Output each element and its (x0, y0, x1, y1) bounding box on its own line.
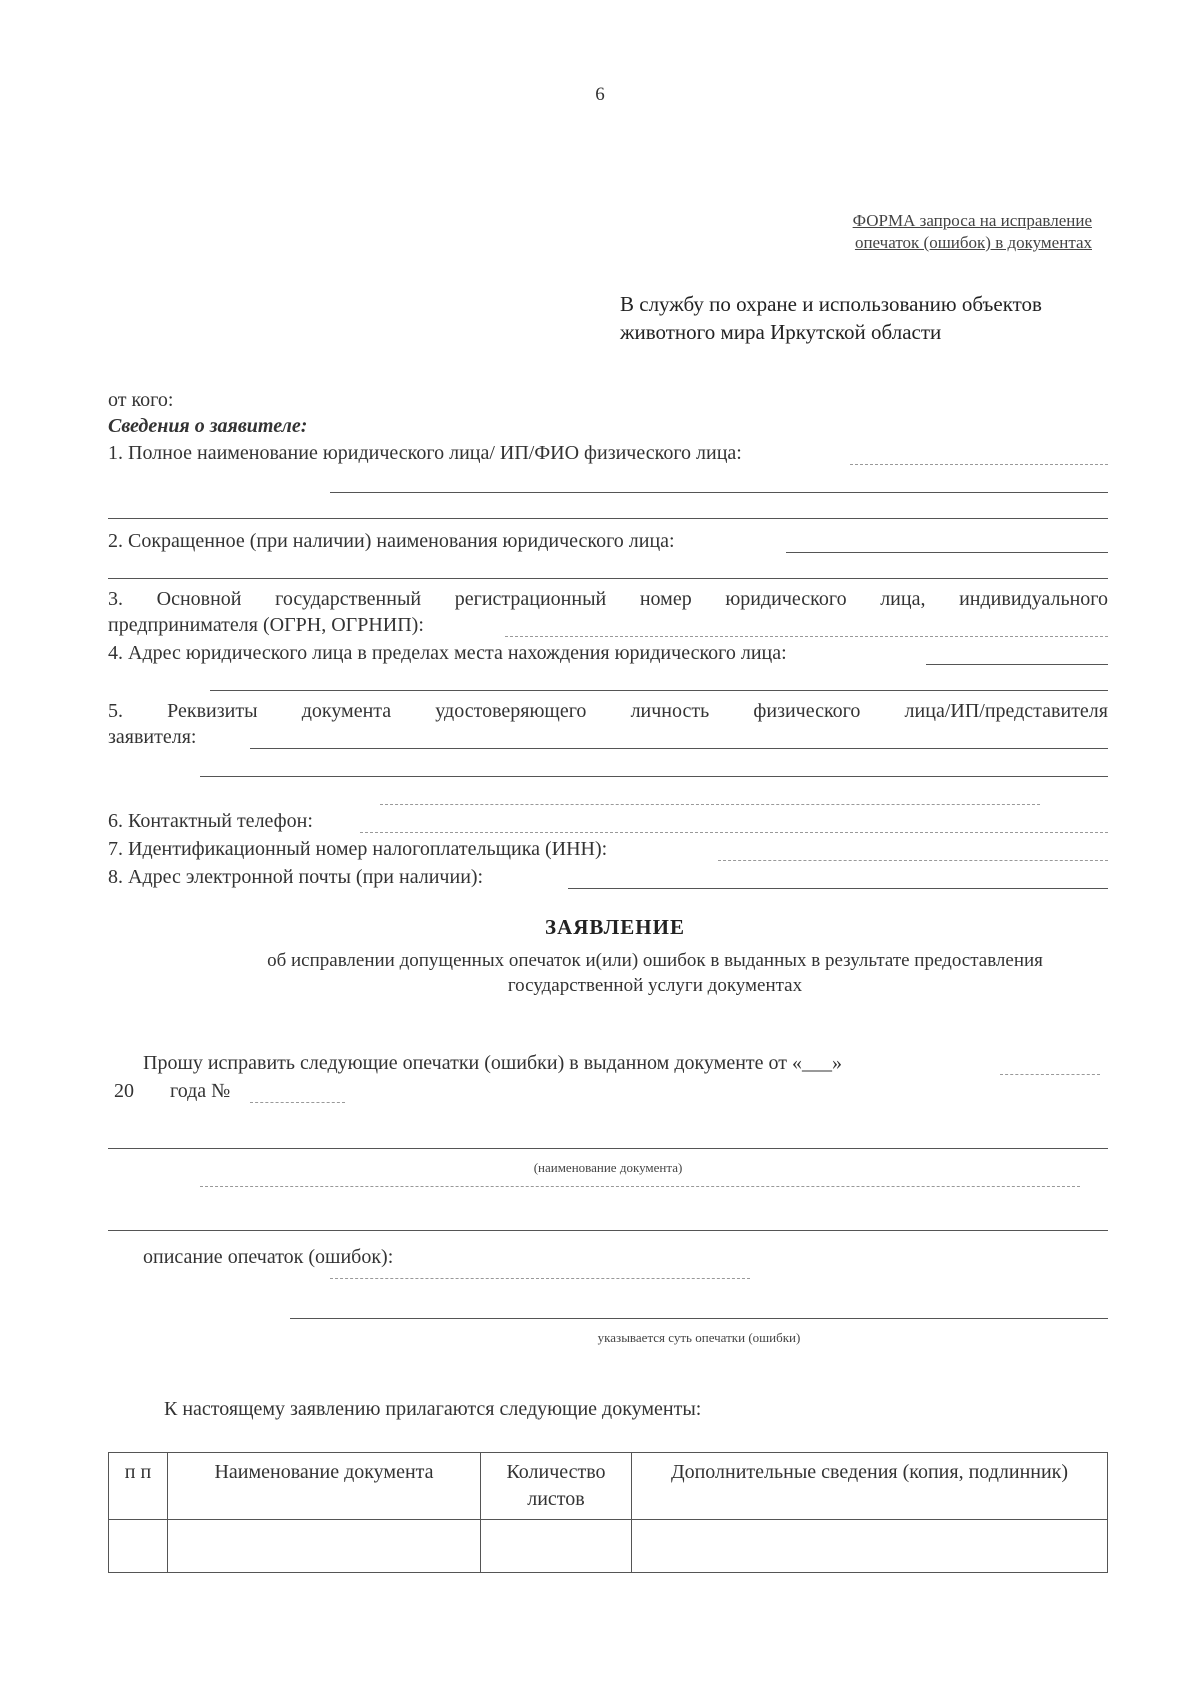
field-address-label: 4. Адрес юридического лица в пределах места нахождения юридического лица: (108, 642, 787, 664)
form-title (853, 210, 1092, 254)
table-cell[interactable] (168, 1520, 481, 1573)
field-identity-line-2[interactable] (200, 776, 1108, 777)
request-year: 20 (114, 1080, 134, 1102)
attachments-table-header (109, 1453, 1108, 1520)
document-name-line[interactable] (108, 1148, 1108, 1149)
col-number: п п (109, 1453, 168, 1520)
field-full-name-line[interactable] (850, 464, 1108, 465)
field-short-name-label: 2. Сокращенное (при наличии) наименования юридического лица: (108, 530, 675, 552)
col-sheet-count: Количество листов (481, 1453, 632, 1520)
description-line[interactable] (330, 1278, 750, 1279)
statement-subtitle-line1: об исправлении допущенных опечаток и(или) ошибок в выданных в результате предоставления (267, 950, 1043, 971)
description-line-2[interactable] (290, 1318, 1108, 1319)
description-label: описание опечаток (ошибок): (143, 1246, 394, 1268)
table-row[interactable] (109, 1520, 1108, 1573)
field-identity-label-line1: 5. Реквизиты документа удостоверяющего личность физического лица/ИП/представителя (108, 700, 1108, 722)
field-short-name-line-2[interactable] (108, 578, 1108, 579)
table-cell[interactable] (481, 1520, 632, 1573)
form-title-line2: опечаток (ошибок) в документах (854, 233, 1092, 252)
table-cell[interactable] (109, 1520, 168, 1573)
field-inn-line[interactable] (718, 860, 1108, 861)
request-year-suffix: года № (170, 1080, 231, 1102)
attachments-table (108, 1452, 1108, 1573)
statement-title: ЗАЯВЛЕНИЕ (545, 915, 685, 939)
field-email-label: 8. Адрес электронной почты (при наличии): (108, 866, 484, 888)
from-label: от кого: (108, 389, 174, 411)
addressee-line2: животного мира Иркутской области (620, 320, 942, 344)
field-identity-line[interactable] (250, 748, 1108, 749)
applicant-section-title: Сведения о заявителе: (108, 415, 308, 437)
document-name-caption: (наименование документа) (533, 1160, 683, 1175)
field-identity-line-3[interactable] (380, 804, 1040, 805)
field-ogrn-label-line2: предпринимателя (ОГРН, ОГРНИП): (108, 614, 424, 636)
form-title-line1: ФОРМА запроса на исправление (852, 211, 1092, 230)
field-email-line[interactable] (568, 888, 1108, 889)
field-address-line[interactable] (926, 664, 1108, 665)
field-inn-label: 7. Идентификационный номер налогоплательщика (ИНН): (108, 838, 608, 860)
document-name-line-3[interactable] (108, 1230, 1108, 1231)
page-number: 6 (595, 84, 605, 105)
col-additional-info: Дополнительные сведения (копия, подлинник) (632, 1453, 1108, 1520)
field-address-line-2[interactable] (210, 690, 1108, 691)
field-identity-label-line2: заявителя: (108, 726, 197, 748)
addressee-block (620, 290, 1042, 346)
request-date-month-line[interactable] (1000, 1074, 1100, 1075)
field-full-name-line-2[interactable] (330, 492, 1108, 493)
essence-caption: указывается суть опечатки (ошибки) (597, 1330, 801, 1345)
col-document-name: Наименование документа (168, 1453, 481, 1520)
field-phone-label: 6. Контактный телефон: (108, 810, 313, 832)
field-full-name-label: 1. Полное наименование юридического лица/ ИП/ФИО физического лица: (108, 442, 742, 464)
addressee-line1: В службу по охране и использованию объектов (620, 292, 1042, 316)
statement-subtitle-line2: государственной услуги документах (507, 975, 803, 996)
field-full-name-line-3[interactable] (108, 518, 1108, 519)
attachments-intro: К настоящему заявлению прилагаются следующие документы: (164, 1398, 702, 1420)
field-phone-line[interactable] (360, 832, 1108, 833)
statement-subtitle (190, 948, 1120, 998)
field-ogrn-line[interactable] (505, 636, 1108, 637)
field-ogrn-label-line1: 3. Основной государственный регистрационный номер юридического лица, индивидуального (108, 588, 1108, 610)
field-short-name-line[interactable] (786, 552, 1108, 553)
document-name-line-2[interactable] (200, 1186, 1080, 1187)
table-cell[interactable] (632, 1520, 1108, 1573)
request-number-line[interactable] (250, 1102, 345, 1103)
request-text: Прошу исправить следующие опечатки (ошибки) в выданном документе от «___» (143, 1052, 842, 1074)
